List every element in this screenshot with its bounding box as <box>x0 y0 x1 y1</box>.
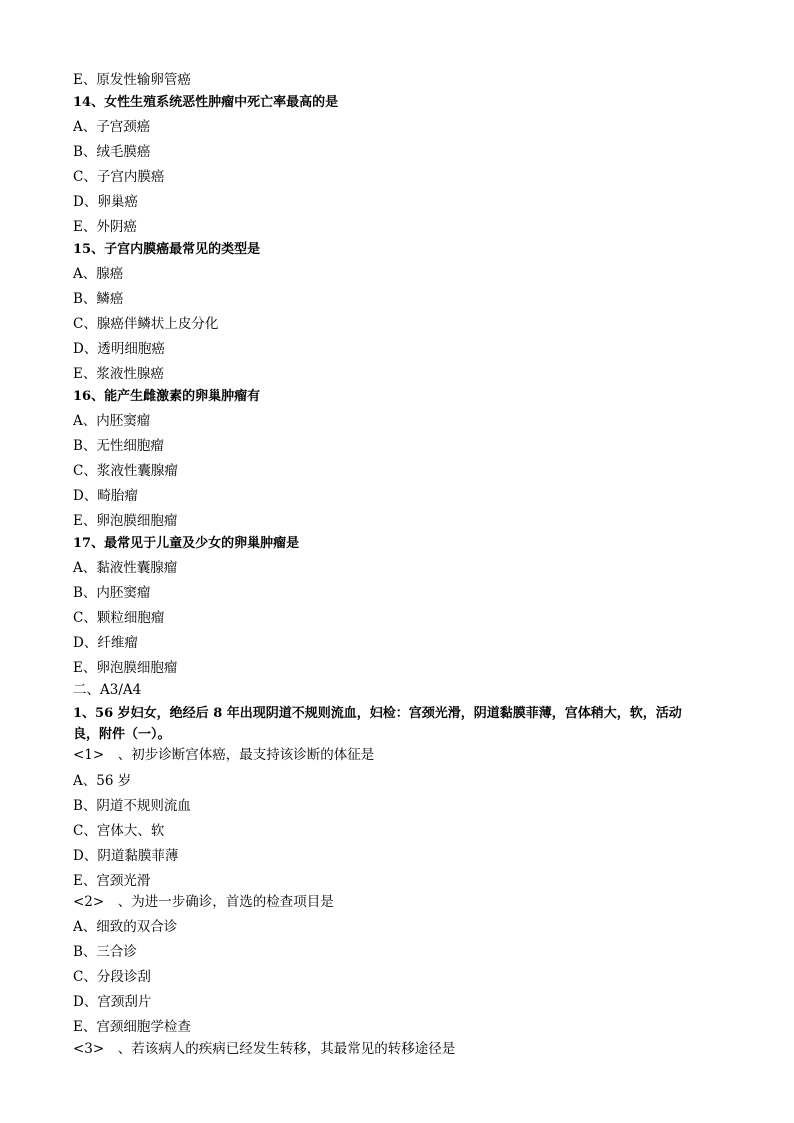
option-a-q15: A、腺癌 <box>73 266 124 282</box>
option-c-q17: C、颗粒细胞瘤 <box>73 610 165 626</box>
option-d-sub1: D、阴道黏膜菲薄 <box>73 848 179 864</box>
option-d-q14: D、卵巢癌 <box>73 194 138 210</box>
option-b-q14: B、绒毛膜癌 <box>73 144 151 160</box>
option-c-sub1: C、宫体大、软 <box>73 823 165 839</box>
option-e-q14: E、外阴癌 <box>73 219 137 235</box>
subquestion-1: <1> 、初步诊断宫体癌，最支持该诊断的体征是 <box>73 747 375 763</box>
option-b-q16: B、无性细胞瘤 <box>73 438 164 454</box>
option-d-sub2: D、宫颈刮片 <box>73 994 152 1010</box>
option-a-q17: A、黏液性囊腺瘤 <box>73 560 178 576</box>
section-heading: 二、A3/A4 <box>73 682 142 698</box>
question-16: 16、能产生雌激素的卵巢肿瘤有 <box>73 389 261 404</box>
subquestion-2: <2> 、为进一步确诊，首选的检查项目是 <box>73 894 334 910</box>
option-d-q17: D、纤维瘤 <box>73 635 138 651</box>
option-a-q14: A、子宫颈癌 <box>73 119 151 135</box>
question-17: 17、最常见于儿童及少女的卵巢肿瘤是 <box>73 536 300 551</box>
option-e-q13: E、原发性输卵管癌 <box>73 72 191 88</box>
option-b-q15: B、鳞癌 <box>73 291 124 307</box>
case-stem-line-1: 1、56 岁妇女，绝经后 8 年出现阴道不规则流血，妇检：宫颈光滑，阴道黏膜菲薄，宫体稍大，软，活动 <box>73 706 682 721</box>
option-a-q16: A、内胚窦瘤 <box>73 413 151 429</box>
option-a-sub2: A、细致的双合诊 <box>73 919 178 935</box>
option-b-sub1: B、阴道不规则流血 <box>73 798 191 814</box>
question-14: 14、女性生殖系统恶性肿瘤中死亡率最高的是 <box>73 95 339 110</box>
option-c-q14: C、子宫内膜癌 <box>73 169 165 185</box>
subquestion-3: <3> 、若该病人的疾病已经发生转移，其最常见的转移途径是 <box>73 1041 456 1057</box>
option-e-q16: E、卵泡膜细胞瘤 <box>73 513 178 529</box>
option-e-sub2: E、宫颈细胞学检查 <box>73 1019 191 1035</box>
option-d-q16: D、畸胎瘤 <box>73 488 138 504</box>
option-c-sub2: C、分段诊刮 <box>73 969 151 985</box>
option-d-q15: D、透明细胞癌 <box>73 341 165 357</box>
option-e-sub1: E、宫颈光滑 <box>73 873 151 889</box>
option-c-q15: C、腺癌伴鳞状上皮分化 <box>73 316 219 332</box>
option-c-q16: C、浆液性囊腺瘤 <box>73 463 178 479</box>
case-stem-line-2: 良，附件（一）。 <box>73 727 171 742</box>
question-15: 15、子宫内膜癌最常见的类型是 <box>73 242 261 257</box>
option-e-q15: E、浆液性腺癌 <box>73 366 164 382</box>
option-e-q17: E、卵泡膜细胞瘤 <box>73 660 178 676</box>
option-a-sub1: A、56 岁 <box>73 773 132 789</box>
option-b-sub2: B、三合诊 <box>73 944 137 960</box>
option-b-q17: B、内胚窦瘤 <box>73 585 151 601</box>
